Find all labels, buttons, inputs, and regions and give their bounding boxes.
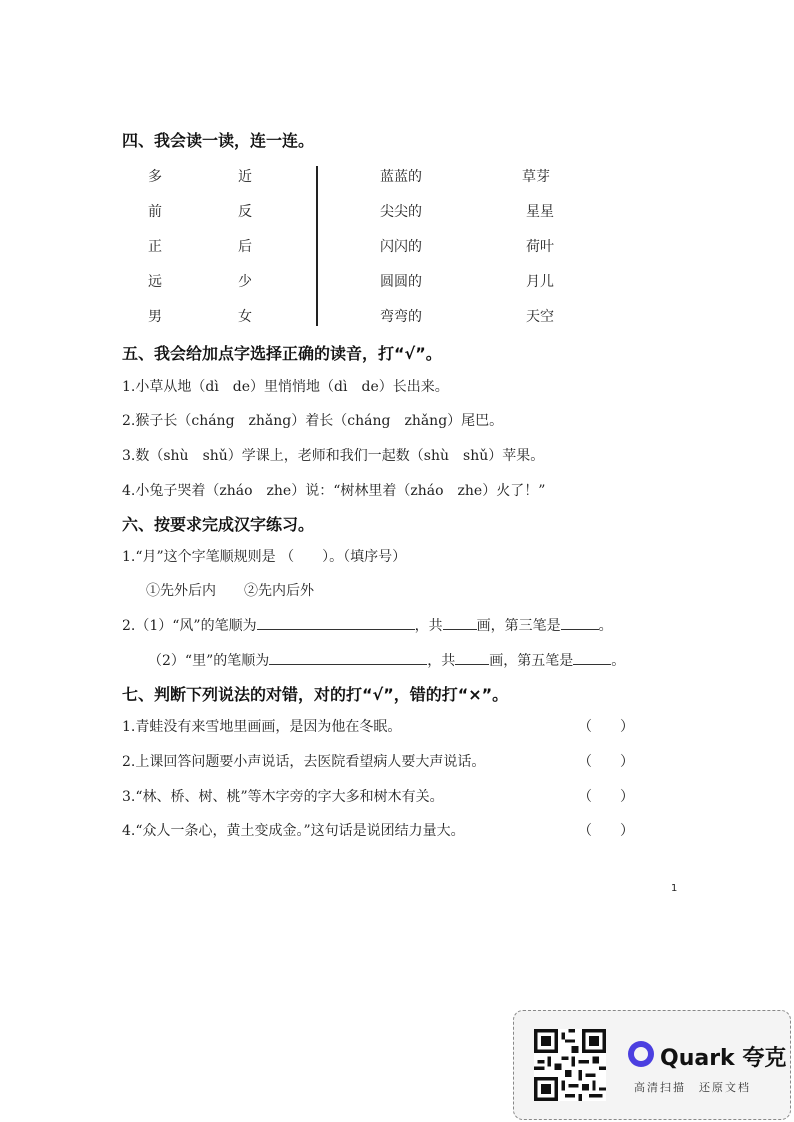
pinyin-question: 4.小兔子哭着（zháo zhe）说：“树林里着（zháo zhe）火了！” [122, 483, 546, 499]
match-left-word: 反 [238, 204, 252, 220]
match-noun: 草芽 [522, 169, 550, 185]
stroke-label: 画，第五笔是 [489, 653, 574, 669]
stroke-label: 画，第三笔是 [476, 618, 561, 634]
answer-blank[interactable] [561, 615, 599, 630]
match-left-word: 少 [238, 274, 252, 290]
match-left-word: 正 [148, 239, 162, 255]
period: 。 [611, 653, 626, 669]
match-noun: 荷叶 [526, 239, 554, 255]
true-false-statement: 3.“林、桥、树、桃”等木字旁的字大多和树木有关。 [122, 789, 444, 805]
stroke-count-question-a [122, 615, 613, 635]
match-left-word: 近 [238, 169, 252, 185]
match-noun: 天空 [526, 309, 554, 325]
match-left-word: 女 [238, 309, 252, 325]
answer-blank[interactable] [269, 650, 427, 665]
pinyin-question: 1.小草从地（dì de）里悄悄地（dì de）长出来。 [122, 379, 449, 395]
match-adjective: 蓝蓝的 [380, 169, 422, 185]
section6-title: 六、按要求完成汉字练习。 [122, 515, 315, 534]
quark-logo-icon [628, 1041, 654, 1067]
answer-blank[interactable] [443, 615, 477, 630]
answer-parentheses[interactable]: （ ） [578, 754, 634, 770]
section4-title: 四、我会读一读，连一连。 [122, 131, 315, 150]
stroke-order-question: 1.“月”这个字笔顺规则是 （ ）。（填序号） [122, 549, 407, 565]
page-number: 1 [671, 883, 678, 894]
stroke-count-question-b [148, 650, 625, 670]
answer-blank[interactable] [455, 650, 489, 665]
match-left-word: 后 [238, 239, 252, 255]
true-false-statement: 2.上课回答问题要小声说话，去医院看望病人要大声说话。 [122, 754, 486, 770]
true-false-statement: 4.“众人一条心，黄土变成金。”这句话是说团结力量大。 [122, 823, 465, 839]
section5-title: 五、我会给加点字选择正确的读音，打“√”。 [122, 344, 442, 363]
question-prefix: 2.（1）“风”的笔顺为 [122, 618, 257, 634]
true-false-statement: 1.青蛙没有来雪地里画画，是因为他在冬眠。 [122, 719, 402, 735]
total-label: ，共 [414, 618, 443, 634]
answer-parentheses[interactable]: （ ） [578, 719, 634, 735]
section7-title: 七、判断下列说法的对错，对的打“√”，错的打“×”。 [122, 685, 509, 704]
match-adjective: 尖尖的 [380, 204, 422, 220]
badge-tagline: 高清扫描 还原文档 [634, 1081, 751, 1094]
match-left-word: 远 [148, 274, 162, 290]
pinyin-question: 2.猴子长（cháng zhǎng）着长（cháng zhǎng）尾巴。 [122, 413, 504, 429]
stroke-order-options: ①先外后内 ②先内后外 [146, 583, 314, 599]
match-adjective: 闪闪的 [380, 239, 422, 255]
qr-code-icon [534, 1029, 606, 1101]
question-prefix: （2）“里”的笔顺为 [148, 653, 270, 669]
pinyin-question: 3.数（shù shǔ）学课上，老师和我们一起数（shù shǔ）苹果。 [122, 448, 545, 464]
answer-parentheses[interactable]: （ ） [578, 823, 634, 839]
quark-scan-badge[interactable] [513, 1010, 791, 1120]
match-left-word: 前 [148, 204, 162, 220]
match-noun: 月儿 [526, 274, 554, 290]
match-noun: 星星 [526, 204, 554, 220]
match-adjective: 圆圆的 [380, 274, 422, 290]
match-left-word: 男 [148, 309, 162, 325]
brand-name: Quark 夸克 [660, 1046, 787, 1071]
answer-parentheses[interactable]: （ ） [578, 789, 634, 805]
answer-blank[interactable] [257, 615, 415, 630]
total-label: ，共 [427, 653, 456, 669]
match-left-word: 多 [148, 169, 162, 185]
column-divider [316, 166, 318, 326]
period: 。 [598, 618, 613, 634]
match-adjective: 弯弯的 [380, 309, 422, 325]
answer-blank[interactable] [573, 650, 611, 665]
